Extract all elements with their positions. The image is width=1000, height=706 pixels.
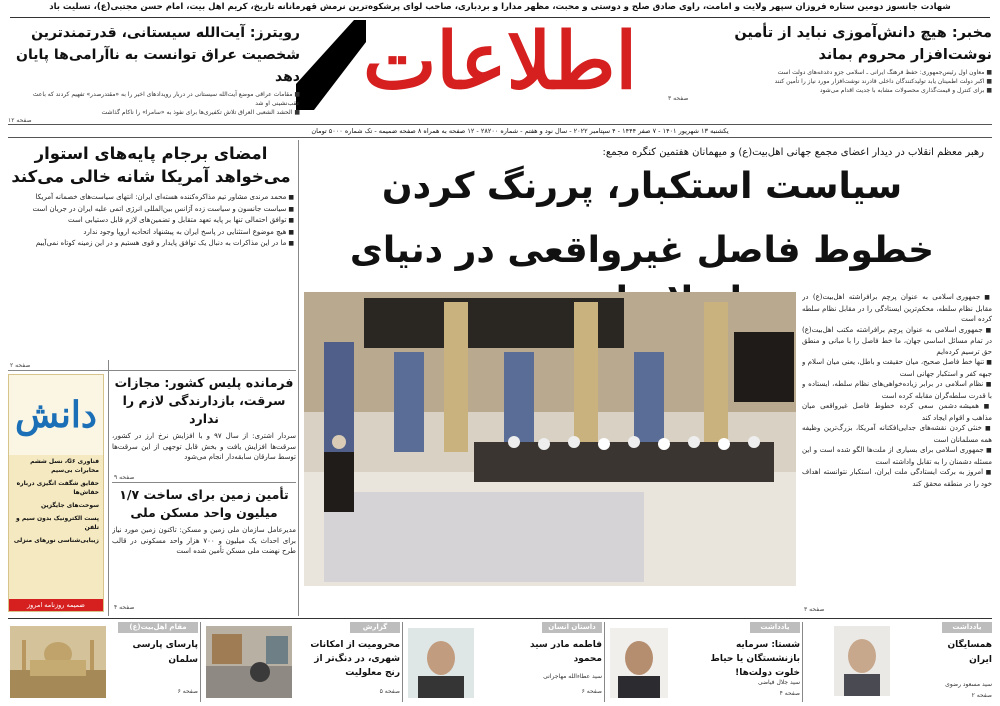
- jcpoa-paragraph: ■ هیچ موضوع استثنایی در پاسخ ایران به پیشنهاد اتحادیه اروپا وجود ندارد: [8, 227, 294, 239]
- bottom-item-3[interactable]: [406, 622, 602, 702]
- page-ref: صفحه ۱۲: [8, 117, 32, 124]
- bottom-title: پارسای پارسی سلمان: [132, 640, 198, 665]
- danesh-footer: ضمیمه روزنامه امروز: [9, 599, 103, 611]
- jcpoa-paragraph: ■ ما در این مذاکرات به دنبال یک توافق پایدار و قوی هستیم و در این زمینه کوتاه نمی‌آییم: [8, 238, 294, 250]
- police-text: سردار اشتری: از سال ۹۷ و با افزایش نرخ ارز در کشور، سرقت‌ها افزایش یافت و بخش قابل توجهی از این سرقت‌ها توسط سارقان سابقه‌دار انجام می‌شود: [112, 432, 296, 461]
- main-title-line1: سیاست استکبار، پررنگ کردن: [381, 166, 903, 207]
- top-right-story: [668, 22, 992, 122]
- page-ref: صفحه ۹: [114, 474, 135, 481]
- author-photo: [610, 628, 668, 698]
- date-line: یکشنبه ۱۳ شهریور ۱۴۰۱ - ۷ صفر ۱۴۴۴ - ۴ سپتامبر ۲۰۲۲ - سال نود و هفتم - شماره ۲۸۲۰۰ - ۱۲ صفحه به همراه ۸ صفحه ضمیمه - تک شماره ۵۰۰۰ تومان: [311, 127, 729, 135]
- jcpoa-paragraph: ■ محمد مرندی مشاور تیم مذاکره‌کننده هسته‌ای ایران: انتهای سیاست‌های خصمانه آمریکا: [8, 192, 294, 204]
- page-ref: صفحه ۶: [581, 688, 602, 695]
- top-right-bullet: ■ معاون اول رئیس‌جمهوری: حفظ فرهنگ ایرانی ـ اسلامی جزو دغدغه‌های دولت است: [668, 68, 992, 77]
- mourning-banner: شهادت جانسوز دومین ستاره فروزان سپهر ولایت و امامت، راوی صادق صلح و دوستی و محبت، مظهر مدارا و بردباری، صاحب لوای پرشکوه‌ترین نرمش قهرمانانه تاریخ، کریم اهل بیت، امام حسن مجتبی(ع)، تسلیت باد: [49, 2, 951, 12]
- report-photo: [206, 626, 292, 698]
- danesh-promo[interactable]: [8, 374, 104, 612]
- bottom-title: فاطمه مادر سید محمود: [530, 640, 602, 664]
- page-ref: صفحه ۴: [779, 690, 800, 697]
- top-left-bullet: ■ الحشد الشعبی العراق تلاش تکفیری‌ها برای نفوذ به «سامرا» را ناکام گذاشت: [8, 108, 300, 117]
- danesh-item: زیبایی‌شناسی نورهای منزلی: [13, 537, 99, 544]
- bottom-item-5[interactable]: [8, 622, 198, 702]
- bottom-title: محرومیت از امکانات شهری، در دنگ‌تر از رنج معلولیت: [310, 640, 400, 678]
- main-paragraph: ■ نظام اسلامی در برابر زیاده‌خواهی‌های نظام سلطه، ایستاده و با قدرت سلطه‌گران مقابله کرده است: [802, 379, 992, 401]
- bottom-item-1[interactable]: [806, 622, 992, 702]
- page-ref: صفحه ۶: [177, 688, 198, 695]
- danesh-item: سوخت‌های جایگزین: [40, 502, 99, 509]
- top-left-story: [8, 22, 300, 122]
- housing-text: مدیرعامل سازمان ملی زمین و مسکن: تاکنون زمین مورد نیاز برای احداث یک میلیون و ۷۰۰ هزار واحد مسکونی در قالب طرح نهضت ملی مسکن تأمین شده است: [112, 526, 296, 555]
- section-tag: یادداشت: [750, 622, 800, 633]
- jcpoa-paragraph: ■ سیاست جانسون و سیاست زده آژانس بین‌المللی انرژی اتمی علیه ایران در جریان است: [8, 204, 294, 216]
- main-paragraph: ■ امروز به برکت ایستادگی ملت ایران، استکبار نتوانسته اهداف خود را در منطقه محقق کند: [802, 467, 992, 489]
- main-paragraph: ■ جمهوری اسلامی برای بسیاری از ملت‌ها الگو شده است و این مسئله دشمنان را به تقابل واداشته است: [802, 445, 992, 467]
- bottom-author: سید مسعود رضوی: [945, 681, 992, 688]
- main-kicker: رهبر معظم انقلاب در دیدار اعضای مجمع جهانی اهل‌بیت(ع) و میهمانان هفتمین کنگره مجمع:: [602, 147, 984, 158]
- page-ref: صفحه ۳: [668, 95, 689, 102]
- bottom-author: سید عطاءالله مهاجرانی: [543, 673, 602, 680]
- section-tag: مقام اهل‌بیت(ع): [118, 622, 198, 633]
- danesh-logo: دانش: [9, 375, 103, 455]
- page-ref: صفحه ۵: [379, 688, 400, 695]
- bottom-item-2[interactable]: [608, 622, 800, 702]
- housing-story: [112, 486, 296, 608]
- main-story-text: [802, 292, 992, 610]
- main-paragraph: ■ تنها خط فاصل صحیح، میان حقیقت و باطل، یعنی میان اسلام و جبهه کفر و استکبار جهانی است: [802, 357, 992, 379]
- danesh-item: فناوری G۶، نسل ششم مخابرات بی‌سیم: [30, 458, 99, 474]
- top-right-headline: مخبر: هیچ دانش‌آموزی نباید از تأمین نوشت‌افزار محروم بماند: [734, 25, 992, 63]
- danesh-item: حقایق شگفت انگیزی درباره خفاش‌ها: [16, 480, 99, 496]
- jcpoa-headline: امضای برجام پایه‌های استوار می‌خواهد آمریکا شانه خالی می‌کند: [11, 144, 291, 186]
- main-paragraph: ■ جمهوری اسلامی به عنوان پرچم برافراشته اهل‌بیت(ع) در مقابل نظام سلطه، محکم‌ترین ایستادگی را در مقابل نظام سلطه کرده است: [802, 292, 992, 325]
- bottom-item-4[interactable]: [204, 622, 400, 702]
- page-ref: صفحه ۳: [804, 606, 825, 613]
- police-headline: فرمانده پلیس کشور: مجازات سرقت، بازدارندگی لازم را ندارد: [114, 375, 294, 426]
- bottom-title: شستا: سرمایه بازنشستگان یا حیاط خلوت دولت‌ها!: [710, 640, 800, 678]
- page-ref: صفحه ۲: [971, 692, 992, 699]
- main-title-line2: خطوط فاصل غیرواقعی در دنیای: [349, 230, 935, 271]
- housing-headline: تأمین زمین برای ساخت ۱/۷ میلیون واحد مسکن ملی: [119, 487, 289, 520]
- jcpoa-story: [8, 142, 294, 367]
- danesh-item: پست الکترونیک بدون سیم و تلفن: [16, 515, 99, 531]
- top-left-headline: رویترز: آیت‌الله سیستانی، قدرتمندترین شخصیت عراق توانست به ناآرامی‌ها پایان دهد: [16, 25, 300, 85]
- page-ref: صفحه ۴: [114, 604, 135, 611]
- author-photo: [834, 626, 890, 696]
- masthead-logo: اطلاعات: [362, 16, 638, 107]
- top-right-bullet: ■ اکبر دولت اطمینان یابد تولیدکنندگان داخلی قادرند نوشت‌افزار مورد نیاز را تأمین کنند: [668, 77, 992, 86]
- mosque-photo: [10, 626, 106, 698]
- author-photo: [408, 628, 474, 698]
- main-paragraph: ■ خنثی کردن نقشه‌های جدایی‌افکنانه آمریکا، بزرگ‌ترین وظیفه همه مسلمانان است: [802, 423, 992, 445]
- top-right-bullet: ■ برای کنترل و قیمت‌گذاری محصولات مشابه با جدیت اقدام می‌شود: [668, 86, 992, 95]
- bottom-title: همسایگان ایران: [947, 640, 992, 665]
- section-tag: یادداشت: [942, 622, 992, 633]
- main-paragraph: ■ جمهوری اسلامی به عنوان پرچم برافراشته مکتب اهل‌بیت(ع) در تمام مسائل اساسی جهان، ما خط فاصل را با مبانی و منطق حق ترسیم کرده‌ایم: [802, 325, 992, 358]
- jcpoa-paragraph: ■ توافق احتمالی تنها بر پایه تعهد متقابل و تضمین‌های لازم قابل دستیابی است: [8, 215, 294, 227]
- page-ref: صفحه ۲: [10, 362, 31, 369]
- mourning-ribbon: [296, 20, 366, 110]
- section-tag: داستان انسان: [542, 622, 602, 633]
- police-story: [112, 374, 296, 478]
- main-paragraph: ■ همیشه دشمن سعی کرده خطوط فاصل غیرواقعی میان مذاهب و اقوام ایجاد کند: [802, 401, 992, 423]
- main-photo: [304, 292, 796, 586]
- section-tag: گزارش: [350, 622, 400, 633]
- top-left-bullet: ■ مقامات عراقی موضع آیت‌الله سیستانی در دربار رویدادهای اخیر را به «مقتدرصدر» تفهیم کردند که باعث عقب‌نشینی او شد: [8, 90, 300, 108]
- bottom-author: سید جلال فیاضی: [757, 679, 800, 686]
